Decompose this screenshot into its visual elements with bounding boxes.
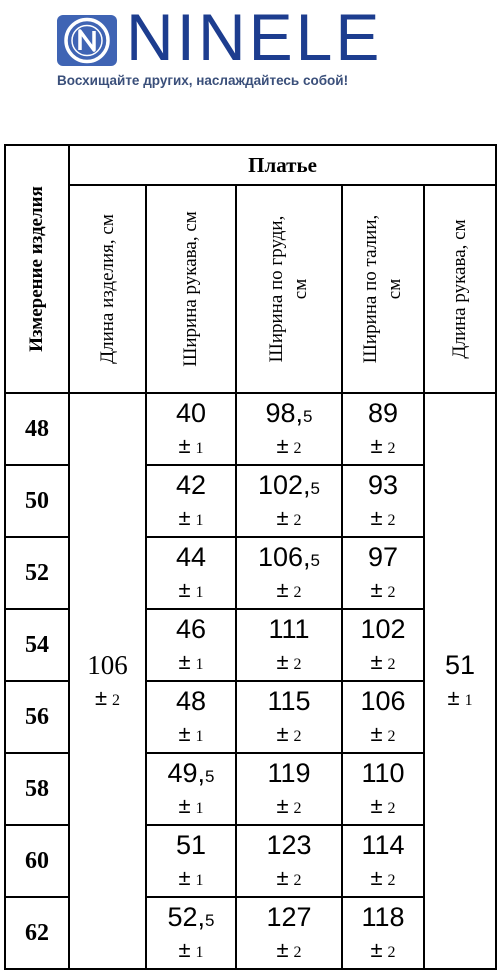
value-number: 51 [175, 829, 207, 860]
sleeve-width-value [146, 681, 236, 753]
column-header-length [69, 185, 146, 393]
tolerance-value: 2 [387, 799, 396, 817]
plus-minus-sign: ± [370, 720, 383, 746]
value-number: 106, [257, 541, 311, 572]
tolerance-value: 2 [293, 655, 302, 673]
value-number: 98, [265, 397, 304, 428]
value-number: 97 [367, 541, 399, 572]
plus-minus-sign: ± [178, 720, 191, 746]
plus-minus-sign: ± [178, 504, 191, 530]
column-label: Ширина по талии, [360, 214, 381, 364]
column-label: Ширина по груди, [266, 215, 287, 363]
column-label-unit: см [384, 278, 405, 300]
waist-width-value [342, 537, 424, 609]
value-number: 46 [175, 613, 207, 644]
brand-slogan: Восхищайте других, наслаждайтесь собой! [57, 73, 349, 88]
sleeve-width-value [146, 393, 236, 465]
plus-minus-sign: ± [276, 576, 289, 602]
value-number: 119 [267, 757, 311, 788]
column-label: Длина рукава, см [449, 219, 471, 359]
plus-minus-sign: ± [178, 936, 191, 962]
value-decimal: 5 [310, 550, 321, 570]
size-value: 50 [5, 465, 69, 537]
tolerance-value: 1 [195, 655, 204, 673]
sleeve-width-value [146, 753, 236, 825]
chest-width-value [236, 465, 342, 537]
tolerance-value: 1 [195, 439, 204, 457]
value-number: 89 [367, 397, 399, 428]
chest-width-value [236, 897, 342, 969]
value-number: 51 [445, 649, 476, 680]
value-number: 115 [267, 685, 311, 716]
tolerance-value: 2 [387, 727, 396, 745]
tolerance-value: 2 [387, 943, 396, 961]
sleeve-width-value [146, 825, 236, 897]
tolerance-value: 2 [387, 655, 396, 673]
value-number: 110 [361, 757, 405, 788]
sleeve-length-value [424, 393, 496, 969]
tolerance-value: 2 [293, 583, 302, 601]
tolerance-value: 1 [195, 511, 204, 529]
chest-width-value [236, 753, 342, 825]
plus-minus-sign: ± [370, 864, 383, 890]
tolerance-value: 2 [387, 871, 396, 889]
value-number: 52, [167, 901, 206, 932]
tolerance-value: 1 [195, 727, 204, 745]
value-number: 48 [175, 685, 207, 716]
size-value: 52 [5, 537, 69, 609]
chest-width-value [236, 393, 342, 465]
waist-width-value [342, 393, 424, 465]
tolerance-value: 2 [293, 943, 302, 961]
value-number: 49, [167, 757, 206, 788]
brand-header [0, 0, 504, 110]
column-header-waist-width [342, 185, 424, 393]
brand-name: NINELE [126, 0, 383, 74]
plus-minus-sign: ± [276, 792, 289, 818]
waist-width-value [342, 897, 424, 969]
tolerance-value: 1 [195, 943, 204, 961]
waist-width-value [342, 681, 424, 753]
value-number: 127 [266, 901, 312, 932]
value-decimal: 5 [303, 406, 313, 426]
tolerance-value: 2 [387, 439, 396, 457]
tolerance-value: 1 [464, 691, 473, 709]
plus-minus-sign: ± [276, 504, 289, 530]
column-label-unit: см [290, 278, 311, 300]
value-decimal: 5 [205, 766, 215, 786]
size-column-header [5, 145, 69, 393]
tolerance-value: 2 [293, 439, 302, 457]
product-title: Платье [69, 145, 496, 185]
size-table [4, 144, 497, 970]
value-number: 102 [360, 613, 406, 644]
size-value: 56 [5, 681, 69, 753]
plus-minus-sign: ± [276, 864, 289, 890]
waist-width-value [342, 825, 424, 897]
size-value: 48 [5, 393, 69, 465]
plus-minus-sign: ± [370, 792, 383, 818]
plus-minus-sign: ± [370, 576, 383, 602]
size-value: 58 [5, 753, 69, 825]
tolerance-value: 1 [195, 583, 204, 601]
size-header-label: Измерение изделия [26, 186, 47, 352]
plus-minus-sign: ± [370, 936, 383, 962]
tolerance-value: 2 [293, 799, 302, 817]
value-decimal: 5 [205, 910, 215, 930]
waist-width-value [342, 465, 424, 537]
value-number: 106 [360, 685, 406, 716]
plus-minus-sign: ± [178, 792, 191, 818]
sleeve-width-value [146, 897, 236, 969]
waist-width-value [342, 753, 424, 825]
plus-minus-sign: ± [178, 648, 191, 674]
table-row [5, 393, 496, 465]
size-value: 62 [5, 897, 69, 969]
plus-minus-sign: ± [94, 684, 108, 710]
plus-minus-sign: ± [370, 648, 383, 674]
value-number: 40 [175, 397, 207, 428]
tolerance-value: 2 [293, 871, 302, 889]
tolerance-value: 2 [112, 691, 121, 709]
size-value: 60 [5, 825, 69, 897]
plus-minus-sign: ± [178, 864, 191, 890]
plus-minus-sign: ± [178, 576, 191, 602]
column-label: Длина изделия, см [96, 214, 118, 364]
plus-minus-sign: ± [276, 432, 289, 458]
plus-minus-sign: ± [276, 936, 289, 962]
plus-minus-sign: ± [276, 648, 289, 674]
plus-minus-sign: ± [370, 432, 383, 458]
column-header-sleeve-length [424, 185, 496, 393]
plus-minus-sign: ± [178, 432, 191, 458]
sleeve-width-value [146, 537, 236, 609]
value-number: 111 [268, 613, 310, 644]
column-header-chest-width [236, 185, 342, 393]
value-number: 123 [266, 829, 312, 860]
tolerance-value: 2 [387, 583, 396, 601]
value-number: 102, [257, 469, 311, 500]
chest-width-value [236, 609, 342, 681]
value-number: 93 [367, 469, 399, 500]
length-value [69, 393, 146, 969]
value-number: 42 [175, 469, 207, 500]
value-number: 44 [175, 541, 207, 572]
tolerance-value: 2 [293, 727, 302, 745]
waist-width-value [342, 609, 424, 681]
plus-minus-sign: ± [447, 684, 460, 710]
plus-minus-sign: ± [276, 720, 289, 746]
tolerance-value: 1 [195, 871, 204, 889]
column-label: Ширина рукава, см [180, 211, 201, 367]
sleeve-width-value [146, 465, 236, 537]
chest-width-value [236, 537, 342, 609]
tolerance-value: 2 [293, 511, 302, 529]
value-number: 114 [361, 829, 405, 860]
tolerance-value: 2 [387, 511, 396, 529]
value-number: 106 [87, 649, 128, 680]
tolerance-value: 1 [195, 799, 204, 817]
sleeve-width-value [146, 609, 236, 681]
value-decimal: 5 [310, 478, 321, 498]
plus-minus-sign: ± [370, 504, 383, 530]
chest-width-value [236, 825, 342, 897]
ninele-logo-icon [56, 14, 118, 67]
chest-width-value [236, 681, 342, 753]
column-header-sleeve-width [146, 185, 236, 393]
value-number: 118 [361, 901, 405, 932]
size-value: 54 [5, 609, 69, 681]
